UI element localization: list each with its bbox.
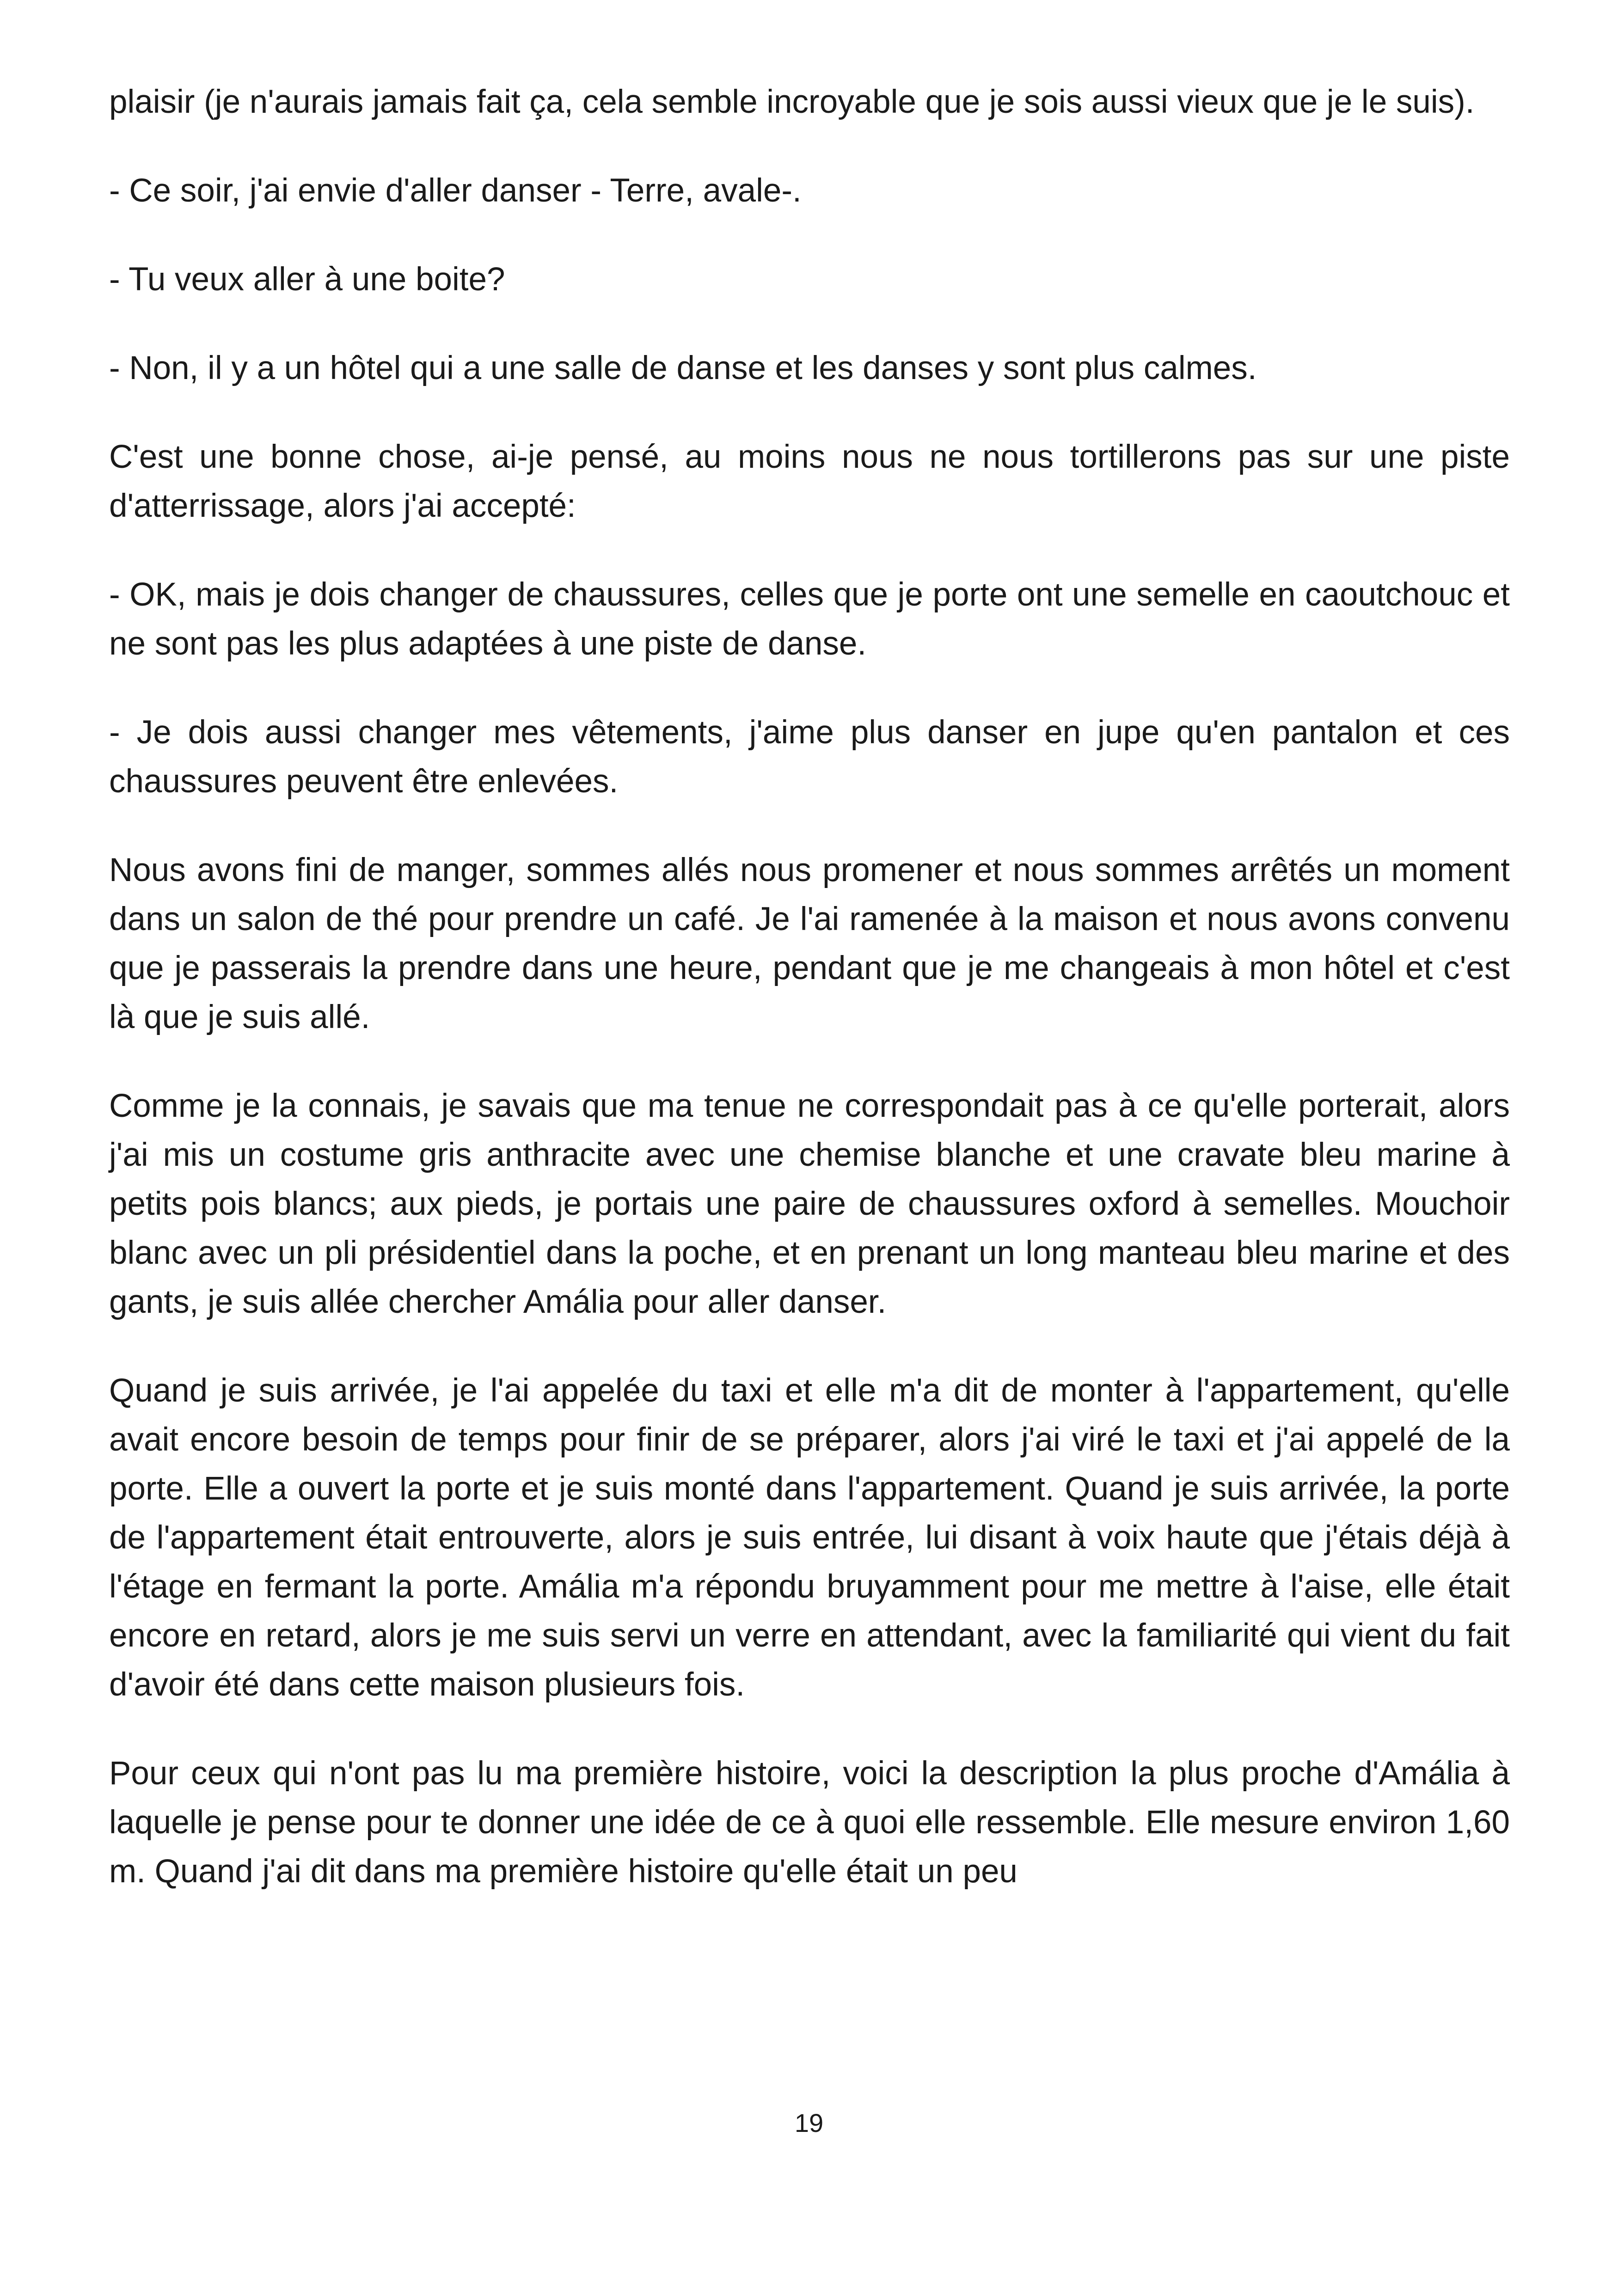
paragraph: - OK, mais je dois changer de chaussures, celles que je porte ont une semelle en caoutchouc et ne sont pas les plus adaptées à une piste de danse. [109, 576, 1510, 662]
paragraph: Pour ceux qui n'ont pas lu ma première histoire, voici la description la plus proche d'Amália à laquelle je pense pour te donner une idée de ce à quoi elle ressemble. Elle mesure environ 1,60 m. Quand j'ai dit dans ma première histoire qu'elle était un peu [109, 1755, 1510, 1890]
paragraph: - Non, il y a un hôtel qui a une salle de danse et les danses y sont plus calmes. [109, 350, 1257, 386]
paragraph: - Tu veux aller à une boite? [109, 261, 505, 298]
paragraph: Nous avons fini de manger, sommes allés nous promener et nous sommes arrêtés un moment dans un salon de thé pour prendre un café. Je l'ai ramenée à la maison et nous avons convenu que je passerais la prendre dans une heure, pendant que je me changeais à mon hôtel et c'est là que je suis allé. [109, 852, 1510, 1035]
paragraph: C'est une bonne chose, ai-je pensé, au moins nous ne nous tortillerons pas sur une piste d'atterrissage, alors j'ai accepté: [109, 439, 1510, 524]
paragraph: Comme je la connais, je savais que ma tenue ne correspondait pas à ce qu'elle porterait, alors j'ai mis un costume gris anthracite avec une chemise blanche et une cravate bleu marine à petits pois blancs; aux pieds, je portais une paire de chaussures oxford à semelles. Mouchoir blanc avec un pli présidentiel dans la poche, et en prenant un long manteau bleu marine et des gants, je suis allée chercher Amália pour aller danser. [109, 1088, 1510, 1320]
paragraph: - Ce soir, j'ai envie d'aller danser - Terre, avale-. [109, 172, 802, 209]
paragraph: plaisir (je n'aurais jamais fait ça, cela semble incroyable que je sois aussi vieux que je le suis). [109, 84, 1475, 120]
paragraph: - Je dois aussi changer mes vêtements, j'aime plus danser en jupe qu'en pantalon et ces chaussures peuvent être enlevées. [109, 714, 1510, 800]
page-number: 19 [794, 2108, 824, 2137]
body-text [109, 78, 1510, 1936]
paragraph: Quand je suis arrivée, je l'ai appelée du taxi et elle m'a dit de monter à l'appartement, qu'elle avait encore besoin de temps pour finir de se préparer, alors j'ai viré le taxi et j'ai appelé de la porte. Elle a ouvert la porte et je suis monté dans l'appartement. Quand je suis arrivée, la porte de l'appartement était entrouverte, alors je suis entrée, lui disant à voix haute que j'étais déjà à l'étage en fermant la porte. Amália m'a répondu bruyamment pour me mettre à l'aise, elle était encore en retard, alors je me suis servi un verre en attendant, avec la familiarité qui vient du fait d'avoir été dans cette maison plusieurs fois. [109, 1372, 1510, 1703]
